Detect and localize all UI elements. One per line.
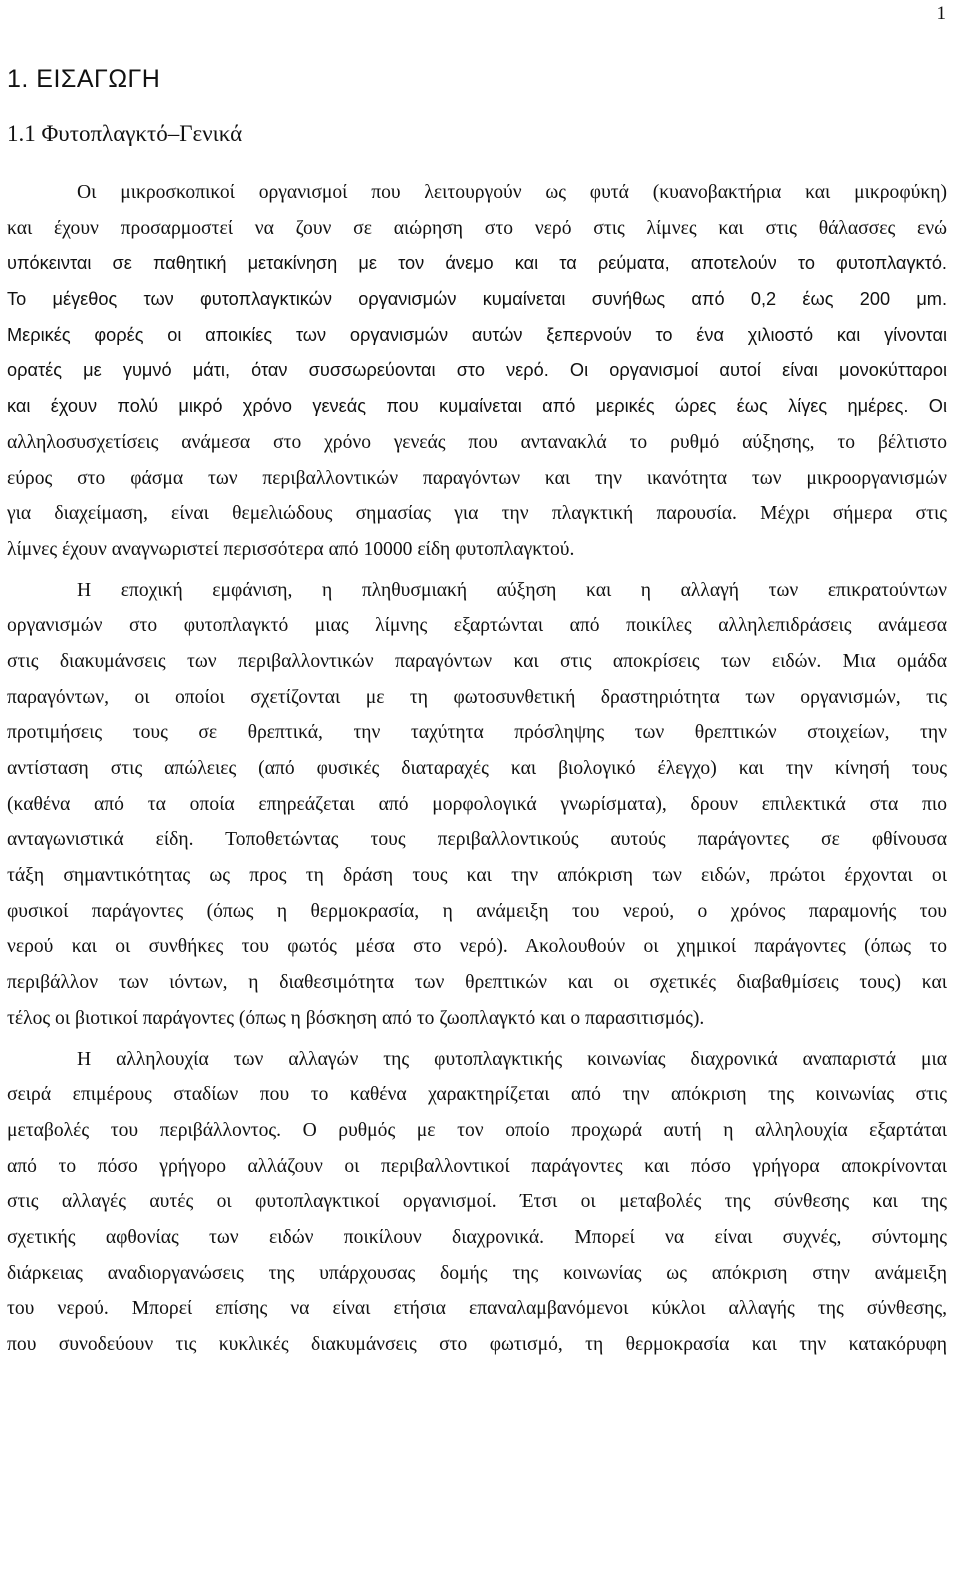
text-line: αντίσταση στις απώλειες (από φυσικές διαταραχές και βιολογικό έλεγχο) και την κίνησή τους [7, 758, 947, 779]
text-line: υπόκεινται σε παθητική μετακίνηση με τον άνεμο και τα ρεύματα, αποτελούν το φυτοπλαγκτό. [7, 253, 947, 274]
page-number: 1 [936, 3, 946, 24]
text-line: νερού και οι συνθήκες του φωτός μέσα στο νερό). Ακολουθούν οι χημικοί παράγοντες (όπως το [7, 936, 947, 958]
text-line: εύρος στο φάσμα των περιβαλλοντικών παραγόντων και την ικανότητα των μικροοργανισμών [7, 467, 947, 489]
text-line: φυσικοί παράγοντες (όπως η θερμοκρασία, η ανάμειξη του νερού, ο χρόνος παραμονής του [7, 900, 947, 922]
text-line: παραγόντων, οι οποίοι σχετίζονται με τη φωτοσυνθετική δραστηριότητα των οργανισμών, τις [7, 686, 947, 708]
text-line: και έχουν πολύ μικρό χρόνο γενεάς που κυμαίνεται από μερικές ώρες έως λίγες ημέρες. Οι [7, 396, 947, 417]
text-line: στις διακυμάνσεις των περιβαλλοντικών παραγόντων και στις αποκρίσεις των ειδών. Μια ομάδα [7, 650, 947, 672]
paragraph-2 [7, 573, 947, 1037]
text-line: Μερικές φορές οι αποικίες των οργανισμών αυτών ξεπερνούν το ένα χιλιοστό και γίνονται [7, 324, 947, 345]
text-line: του νερού. Μπορεί επίσης να είναι ετήσια επαναλαμβανόμενοι κύκλοι αλλαγής της σύνθεσης, [7, 1298, 947, 1320]
text-line: από το πόσο γρήγορο αλλάζουν οι περιβαλλοντικοί παράγοντες και πόσο γρήγορα αποκρίνονται [7, 1155, 947, 1177]
text-line: και έχουν προσαρμοστεί να ζουν σε αιώρηση στο νερό στις λίμνες και στις θάλασσες ενώ [7, 217, 947, 239]
paragraph-1 [7, 175, 947, 568]
text-line: ορατές με γυμνό μάτι, όταν συσσωρεύονται στο νερό. Οι οργανισμοί αυτοί είναι μονοκύτταροι [7, 360, 947, 381]
text-line: που συνοδεύουν τις κυκλικές διακυμάνσεις στο φωτισμό, τη θερμοκρασία και την κατακόρυφη [7, 1334, 947, 1355]
text-line: Οι μικροσκοπικοί οργανισμοί που λειτουργούν ως φυτά (κυανοβακτήρια και μικροφύκη) [77, 182, 947, 203]
text-line: στις αλλαγές αυτές οι φυτοπλαγκτικοί οργανισμοί. Έτσι οι μεταβολές της σύνθεσης και της [7, 1191, 947, 1213]
text-line: τέλος οι βιοτικοί παράγοντες (όπως η βόσκηση από το ζωοπλαγκτό και ο παρασιτισμός). [7, 1007, 705, 1029]
text-line: διάρκειας αναδιοργανώσεις της υπάρχουσας δομής της κοινωνίας ως απόκριση στην ανάμειξη [7, 1262, 947, 1284]
text-line: μεταβολές του περιβάλλοντος. Ο ρυθμός με τον οποίο προχωρά αυτή η αλληλουχία εξαρτάται [7, 1119, 947, 1141]
text-line: τάξη σημαντικότητας ως προς τη δράση τους και την απόκριση των ειδών, πρώτοι έρχονται οι [7, 865, 947, 887]
chapter-title: 1. ΕΙΣΑΓΩΓΗ [7, 65, 161, 93]
text-line: (καθένα από τα οποία επηρεάζεται από μορφολογικά γνωρίσματα), δρουν επιλεκτικά στα πιο [7, 793, 947, 815]
text-line: περιβάλλον των ιόντων, η διαθεσιμότητα των θρεπτικών και οι σχετικές διαβαθμίσεις τους) και [7, 972, 947, 994]
section-title: 1.1 Φυτοπλαγκτό–Γενικά [7, 121, 243, 146]
text-line: προτιμήσεις τους σε θρεπτικά, την ταχύτητα πρόσληψης των θρεπτικών στοιχείων, την [7, 722, 947, 744]
body-text [7, 175, 947, 1363]
text-line: σειρά επιμέρους σταδίων που το καθένα χαρακτηρίζεται από την απόκριση της κοινωνίας στις [7, 1084, 947, 1106]
text-line: για διαχείμαση, είναι θεμελιώδους σημασίας για την πλαγκτική παρουσία. Μέχρι σήμερα στις [7, 503, 947, 525]
text-line: Η αλληλουχία των αλλαγών της φυτοπλαγκτικής κοινωνίας διαχρονικά αναπαριστά μια [77, 1048, 947, 1070]
text-line: ανταγωνιστικά είδη. Τοποθετώντας τους περιβαλλοντικούς αυτούς παράγοντες σε φθίνουσα [7, 829, 947, 851]
text-line: οργανισμών στο φυτοπλαγκτό μιας λίμνης εξαρτώνται από ποικίλες αλληλεπιδράσεις ανάμεσα [7, 615, 947, 637]
text-line: λίμνες έχουν αναγνωριστεί περισσότερα από 10000 είδη φυτοπλαγκτού. [7, 538, 575, 560]
text-line: σχετικής αφθονίας των ειδών ποικίλουν διαχρονικά. Μπορεί να είναι συχνές, σύντομης [7, 1226, 947, 1248]
text-line: Η εποχική εμφάνιση, η πληθυσμιακή αύξηση και η αλλαγή των επικρατούντων [77, 579, 947, 601]
text-line: Το μέγεθος των φυτοπλαγκτικών οργανισμών κυμαίνεται συνήθως από 0,2 έως 200 μm. [7, 289, 947, 310]
text-line: αλληλοσυσχετίσεις ανάμεσα στο χρόνο γενεάς που αντανακλά το ρυθμό αύξησης, το βέλτιστο [7, 431, 947, 453]
paragraph-3 [7, 1042, 947, 1363]
